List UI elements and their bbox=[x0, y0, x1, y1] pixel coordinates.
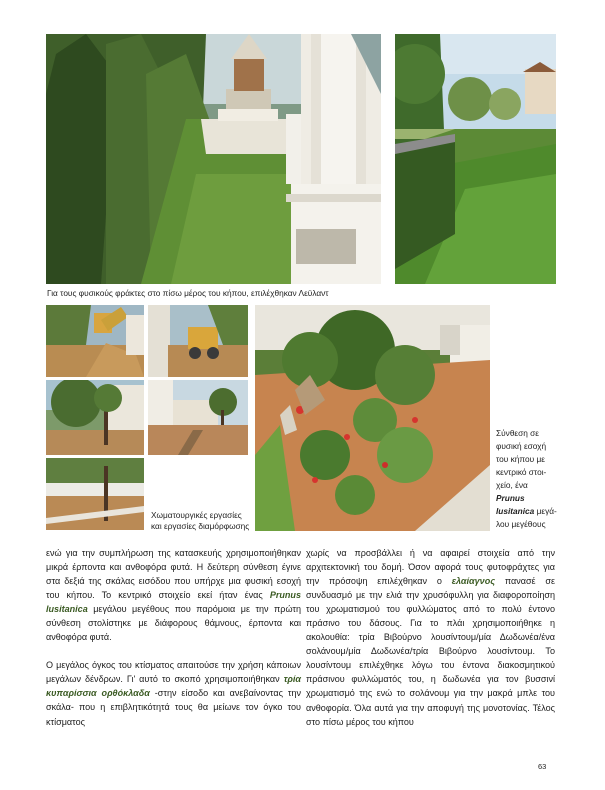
caption-leyland-hedge: Για τους φυσικούς φράκτες στο πίσω μέρος του κήπου, επιλέχθηκαν Λεϋλαντ bbox=[47, 288, 329, 298]
photo-garden-leyland-hedge bbox=[46, 34, 381, 284]
photo-earthworks-loader bbox=[148, 305, 248, 377]
caption-composition-3: του κήπου με bbox=[496, 454, 545, 464]
left-p2-emphasis: τρία κυπαρίσσια ορθόκλαδα bbox=[46, 674, 301, 699]
left-paragraph-2 bbox=[46, 658, 301, 728]
caption-composition-4: κεντρικό στοι- bbox=[496, 467, 547, 477]
photo-prunus-composition bbox=[255, 305, 490, 531]
right-p1-emphasis: ελαίαγνος bbox=[451, 576, 496, 587]
left-p2-text-b: -στην είσοδο και ανεβαίνοντας την σκάλα- που η επιβλητικότητά τους θα μείωνε τον όγκο του κτίσματος bbox=[46, 688, 301, 727]
left-p1-emphasis: Prunus lusitanica bbox=[46, 590, 301, 615]
caption-earthworks-line2: και εργασίες διαμόρφωσης bbox=[151, 521, 250, 531]
caption-composition-7 bbox=[496, 506, 557, 517]
left-p1-text-a: ενώ για την συμπλήρωση της κατασκευής χρησιμοποιήθηκαν μικρά έρποντα και ανθοφόρα φυτά. Η δεύτερη σύνθεση έγινε στα δεξιά της σκάλας εισόδου που υπήρχε μια φυσική εσοχή του κήπου. Το κεντρικό στοιχείο εκεί ήταν ένας bbox=[46, 548, 301, 601]
left-p1-text-b: μεγάλου μεγέθους που παρόμοια με την πρώτη σύνθεση στολίστηκε με διάφορους θάμνους, έρποντα και ανθοφόρα φυτά. bbox=[46, 604, 301, 643]
photo-earthworks-bed bbox=[46, 458, 144, 530]
caption-composition-1: Σύνθεση σε bbox=[496, 428, 539, 438]
photo-earthworks-tree bbox=[46, 380, 144, 455]
caption-composition-5: χείο, ένα bbox=[496, 480, 528, 490]
photo-earthworks-yard bbox=[148, 380, 248, 455]
caption-earthworks-line1: Χωματουργικές εργασίες bbox=[151, 510, 242, 520]
caption-composition-6: Prunus bbox=[496, 493, 525, 503]
left-paragraph-1 bbox=[46, 546, 301, 644]
caption-composition-8: λου μεγέθους bbox=[496, 519, 546, 529]
right-p1-text-b: πανασέ σε συνδυασμό με την ελιά την χρυσόφυλλη για διαφοροποίηση του χρωματισμού του φυλλώματος από το πολύ έντονο πράσινο του δάσους. Για το πλάι χρησιμοποιήθηκε η ακολουθία: τρία Βιβούρνο λουσίντουμ/μία Δωδωνέα/ένα σολάνουμ/μία Δωδωνέα/τρία Βιβούρνο λουσίντουμ. Το λουσίντουμ επιλέχθηκε λόγω του έντονα διακοσμητικού πράσινου φυλλώματός του, η δωδωνέα για τον βυσσινί χρωματισμό της ενώ το σολάνουμ για την μακρά μπλε του ανθοφορία. Όλα αυτά για την αποφυγή της μονοτονίας. Τέλος στο πίσω μέρος του κήπου bbox=[306, 576, 555, 727]
caption-composition-2: φυσική εσοχή bbox=[496, 441, 547, 451]
left-p2-text-a: Ο μεγάλος όγκος του κτίσματος απαιτούσε την χρήση κάποιων μεγάλων δένδρων. Γι' αυτό το σκοπό χρησιμοποιήθηκαν bbox=[46, 660, 301, 685]
caption-composition-7-em: lusitanica bbox=[496, 506, 535, 516]
caption-composition-7-rest: μεγά- bbox=[534, 506, 557, 516]
photo-front-garden-lawn bbox=[395, 34, 556, 284]
right-p1-text-a: χωρίς να προσβάλλει ή να αφαιρεί στοιχεία από την αρχιτεκτονική του δομή. Όσον αφορά τους φυτοφράχτες για την πρόσοψη επιλέχθηκαν ο bbox=[306, 548, 555, 587]
photo-earthworks-excavator bbox=[46, 305, 144, 377]
right-paragraph-1 bbox=[306, 546, 555, 729]
body-column-right bbox=[306, 546, 555, 729]
body-column-left bbox=[46, 546, 301, 729]
page-number: 63 bbox=[538, 762, 547, 771]
